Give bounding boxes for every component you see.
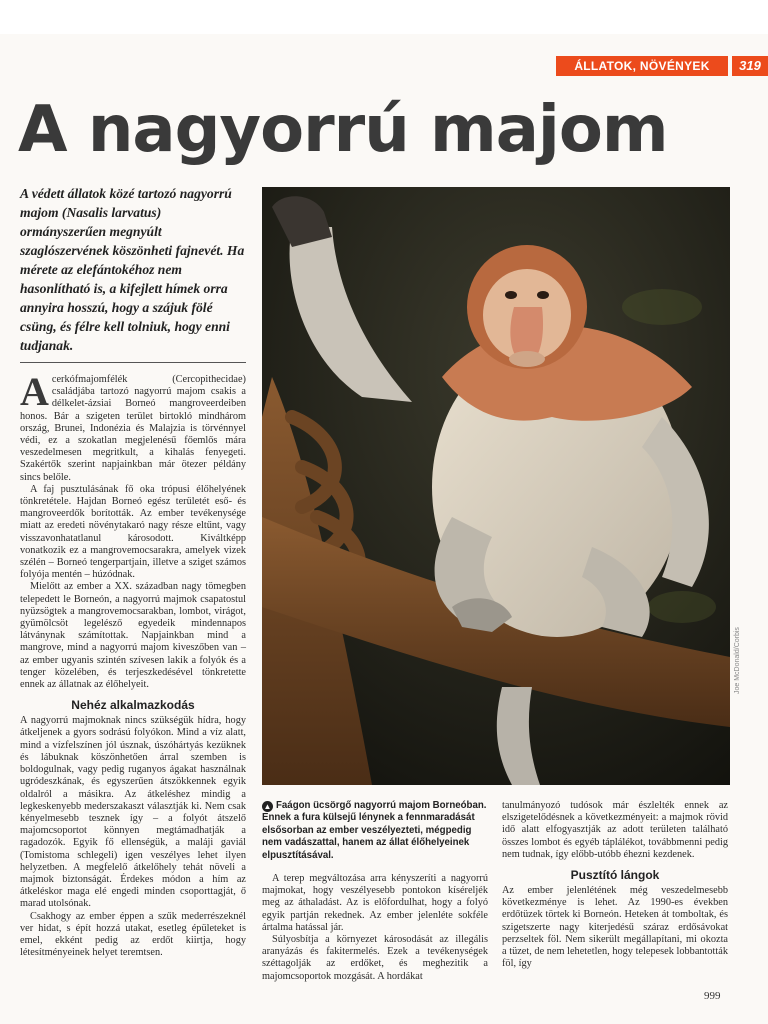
monkey-photo [262,187,730,785]
paragraph: Mielőtt az ember a XX. században nagy tömegben telepedett le Borneón, a nagyorrú majmok csapatostul nyüzsögtek a mangrovemocsarakban, lombot, virágot, gyümölcsöt legelésző egyedeik mindennapos látványnak számítottak. Napjainkban mind a mangrove, mind a nagyorrú majom kiveszőben van – az ember ugyanis szintén szívesen lakik a folyók és a tenger közelében, és terjeszkedésével tönkretette ennek az állatnak az élőhelyeit. [20,581,246,691]
caption-marker-icon: ▲ [263,802,272,811]
subheading: Nehéz alkalmazkodás [71,698,195,713]
body-column-2 [262,873,488,983]
monkey-illustration [262,187,730,785]
folio-number: 999 [704,990,721,1002]
body-column-1 [20,369,246,959]
paragraph: Csakhogy az ember éppen a szűk mederrészeknél ver hidat, s épít hozzá utakat, esetleg épületeket is emel, ekként pedig az erdőt kiirtja, hogy létesítményeinek helyet teremtsen. [20,910,246,959]
photo-credit: Joe McDonald/Corbis [734,627,741,694]
page-number-badge: 319 [732,56,768,76]
article-lede: A védett állatok közé tartozó nagyorrú majom (Nasalis larvatus) ormányszerűen megnyúlt szaglószervének köszönheti fajnevét. Ha mérete az elefántokéhoz nem hasonlítható is, a kifejlett hímek orra annyira hosszú, hogy a szájuk fölé csüng, és félre kell tolniuk, hogy enni tudjanak. [20,186,245,353]
photo-caption [262,800,488,862]
paragraph: Az ember jelenlétének még veszedelmesebb következménye is lehet. Az 1990-es években erdőtüzek törtek ki Borneón. Heteken át tomboltak, és szigetszerte nagy kiterjedésű száraz erdősávokat perzseltek föl. Nem sikerült megállapítani, mi okozta a tüzet, de nem lehetetlen, hogy telepesek lobbantották föl, így [502,885,728,970]
article-title: A nagyorrú majom [18,93,668,167]
lede-divider [20,362,246,363]
top-margin [0,0,768,34]
section-label: ÁLLATOK, NÖVÉNYEK [556,56,728,76]
caption-text: Faágon ücsörgő nagyorrú majom Borneóban. Ennek a fura külsejű lénynek a fennmaradását elsősorban az ember veszélyezteti, mégpedig nem vadászattal, hanem az állat élőhelyeinek elpusztításával. [262,800,487,861]
paragraph: A faj pusztulásának fő oka trópusi élőhelyének tönkretétele. Hajdan Borneó egész területét eső- és mangroveerdők borították. Az ember tevékenysége miatt az eredeti növénytakaró nagy része eltűnt, vagy visszavonhatatlanul károsodott. Kiváltképp vonatkozik ez a mangrovemocsarakra, amelyek vizek szélén – Borneó tengerpartjain, illetve a sziget számos folyója mentén – húzódnak. [20,483,246,581]
paragraph-text: cerkófmajomfélék (Cercopithecidae) családjába tartozó nagyorrú majom csakis a délkelet-ázsiai Borneó mangroveerdeiben honos. Bár a szigeten terület birtokló mindhárom ország, Brunei, Indonézia és Malajzia is törvénnyel védi, ez a szokatlan megjelenésű főemlős mára veszedelmesen megritkult, a kihalás fenyegeti. Szakértők szerint napjainkban már ötezer példány sincs belőle. [20,374,246,483]
body-column-3 [502,800,728,970]
paragraph: Súlyosbítja a környezet károsodását az illegális aranyázás és fakitermelés. Ezek a tevékenységek széttagolják az erdőket, és meghezitik a majomcsoportok mozgását. A hordákat [262,934,488,982]
drop-cap: A [20,369,49,414]
paragraph: A terep megváltozása arra kényszeríti a nagyorrú majmokat, hogy veszélyesebb pontokon kíséreljék meg az áthaladást. Az is előfordulhat, hogy a folyó egyik partján rekednek. Az ember jelenléte sokféle ártalma hatással jár. [262,873,488,933]
paragraph: A nagyorrú majmoknak nincs szükségük hídra, hogy átkeljenek a gyors sodrású folyókon. Mind a víz alatt, mind a vízfelszínen jól úsznak, úszóhártyás kezüknek és lábuknak köszönhetően árral szemben is boldogulnak, vagy pedig ruganyos ágakat használnak ugródeszkának, és egyszerűen átszökkennek egyik oldalról a másikra. Az átkeléshez mindig a legkeskenyebb mederszakaszt választják ki. Nem csak kényelmesebb tesznek így – a folyót átszelő majomcsoportot könnyen megtámadhatják a ragadozók. Egyik fő ellenségük, a maláji gaviál (Tomistoma schlegeli) igen veszélyes lehet ilyen helyzetben. A megfelelő átkelőhely tehát növeli a majmok biztonságát. Érdekes módon a hím az átkeléskor maga elé engedi minden csoporttagját, ő marad utolsónak. [20,715,246,910]
paragraph: tanulmányozó tudósok már észlelték ennek az elszigetelődésnek a következményeit: a majmok rövid idő alatt elfogyasztják az adott területen található összes lombot és egyéb táplálékot, továbbmenni pedig nem tudnak, így előbb-utóbb éhezni kezdenek. [502,800,728,860]
subheading: Pusztító lángok [570,868,660,883]
paragraph [20,369,246,484]
